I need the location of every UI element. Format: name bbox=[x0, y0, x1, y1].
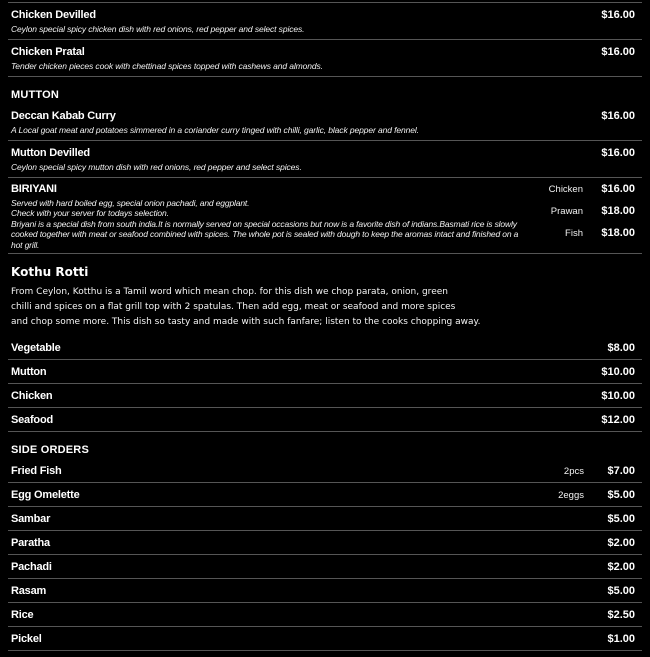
menu-item-seafood-kothu bbox=[8, 408, 642, 432]
item-name: Rice bbox=[11, 609, 34, 622]
item-price: $12.00 bbox=[601, 414, 635, 427]
item-price: $7.00 bbox=[607, 465, 635, 478]
menu-item-rasam bbox=[8, 579, 642, 603]
item-name: Deccan Kabab Curry bbox=[11, 110, 116, 122]
price-option-price: $18.00 bbox=[601, 227, 635, 239]
item-price: $5.00 bbox=[607, 513, 635, 526]
item-price: $5.00 bbox=[607, 585, 635, 598]
item-name: Chicken Devilled bbox=[11, 9, 96, 21]
description-line: cooked together with meat or seafood combined with spices. The whole pot is sealed with dough to keep the aromas intact and finished on a bbox=[11, 229, 519, 240]
item-name: Mutton bbox=[11, 366, 47, 379]
kothu-rotti-section bbox=[8, 254, 642, 336]
item-quantity: 2pcs bbox=[563, 466, 584, 478]
menu-item-paratha bbox=[8, 531, 642, 555]
item-name: Fried Fish bbox=[11, 465, 62, 478]
item-description: A Local goat meat and potatoes simmered in a coriander curry tinged with chilli, garlic, black pepper and fennel. bbox=[11, 125, 419, 135]
item-name: Chicken bbox=[11, 390, 53, 403]
menu-item-deccan-kabab-curry bbox=[8, 104, 642, 141]
price-option bbox=[549, 205, 635, 218]
item-price: $16.00 bbox=[601, 110, 635, 122]
menu-item-chicken-kothu bbox=[8, 384, 642, 408]
menu-item-fried-fish bbox=[8, 459, 642, 483]
item-description: Tender chicken pieces cook with chettinad spices topped with cashews and almonds. bbox=[11, 61, 323, 71]
price-option bbox=[549, 227, 635, 240]
item-price: $8.00 bbox=[607, 342, 635, 355]
section-title-kothu-rotti: Kothu Rotti bbox=[11, 265, 89, 280]
item-quantity: 2eggs bbox=[558, 490, 584, 502]
item-price: $16.00 bbox=[601, 147, 635, 159]
item-description bbox=[11, 198, 635, 250]
description-line: chilli and spices on a flat grill top with 2 spatulas. Then add egg, meat or seafood and more spices bbox=[11, 302, 456, 313]
item-price: $5.00 bbox=[607, 489, 635, 502]
item-price: $10.00 bbox=[601, 366, 635, 379]
menu-item-biriyani bbox=[8, 178, 642, 254]
menu-item-rice bbox=[8, 603, 642, 627]
description-line: From Ceylon, Kotthu is a Tamil word which mean chop. for this dish we chop parata, onion, green bbox=[11, 287, 448, 298]
menu-item-head bbox=[11, 147, 635, 159]
menu-item-head bbox=[11, 46, 635, 58]
item-description: Ceylon special spicy chicken dish with red onions, red pepper and select spices. bbox=[11, 24, 305, 34]
item-price: $2.00 bbox=[607, 537, 635, 550]
item-price: $2.50 bbox=[607, 609, 635, 622]
menu-item-chicken-devilled bbox=[8, 3, 642, 40]
section-header-side-orders: SIDE ORDERS bbox=[11, 444, 89, 457]
item-name: BIRIYANI bbox=[11, 183, 57, 195]
description-line: Check with your server for todays selection. bbox=[11, 208, 169, 219]
item-price: $16.00 bbox=[601, 9, 635, 21]
item-description: Ceylon special spicy mutton dish with red onions, red pepper and select spices. bbox=[11, 162, 302, 172]
item-name: Rasam bbox=[11, 585, 47, 598]
description-line: Briyani is a special dish from south india.It is normally served on special occasions but now is a favorite dish of indians.Basmati rice is slowly bbox=[11, 218, 517, 229]
price-option bbox=[549, 183, 635, 196]
menu-item-egg-omelette bbox=[8, 483, 642, 507]
item-price: $2.00 bbox=[607, 561, 635, 574]
item-name: Chicken Pratal bbox=[11, 46, 85, 58]
menu-item-mutton-kothu bbox=[8, 360, 642, 384]
section-header-mutton: MUTTON bbox=[11, 89, 60, 101]
item-name: Paratha bbox=[11, 537, 50, 550]
price-option-price: $16.00 bbox=[601, 183, 635, 195]
item-name: Pachadi bbox=[11, 561, 52, 574]
description-line: hot grill. bbox=[11, 239, 40, 250]
item-name: Vegetable bbox=[11, 342, 61, 355]
menu-item-vegetable bbox=[8, 336, 642, 360]
price-option-label: Prawan bbox=[550, 206, 583, 217]
item-name: Sambar bbox=[11, 513, 51, 526]
item-price: $1.00 bbox=[607, 633, 635, 646]
menu-item-chicken-pratal bbox=[8, 40, 642, 77]
item-name: Seafood bbox=[11, 414, 53, 427]
item-name: Mutton Devilled bbox=[11, 147, 90, 159]
price-option-price: $18.00 bbox=[601, 205, 635, 217]
menu-item-head bbox=[11, 9, 635, 21]
menu-item-pachadi bbox=[8, 555, 642, 579]
restaurant-menu bbox=[8, 2, 642, 651]
menu-item-pickel bbox=[8, 627, 642, 651]
item-price: $10.00 bbox=[601, 390, 635, 403]
description-line: and chop some more. This dish so tasty and made with such fanfare; listen to the cooks chopping away. bbox=[11, 317, 481, 328]
section-description bbox=[11, 279, 635, 336]
price-option-label: Fish bbox=[565, 228, 583, 239]
description-line: Served with hard boiled egg, special onion pachadi, and eggplant. bbox=[11, 198, 250, 208]
menu-item-head bbox=[11, 110, 635, 122]
price-option-label: Chicken bbox=[548, 184, 583, 195]
item-name: Pickel bbox=[11, 633, 42, 646]
biriyani-price-options bbox=[549, 183, 635, 249]
menu-item-sambar bbox=[8, 507, 642, 531]
menu-item-mutton-devilled bbox=[8, 141, 642, 178]
item-name: Egg Omelette bbox=[11, 489, 80, 502]
item-price: $16.00 bbox=[601, 46, 635, 58]
